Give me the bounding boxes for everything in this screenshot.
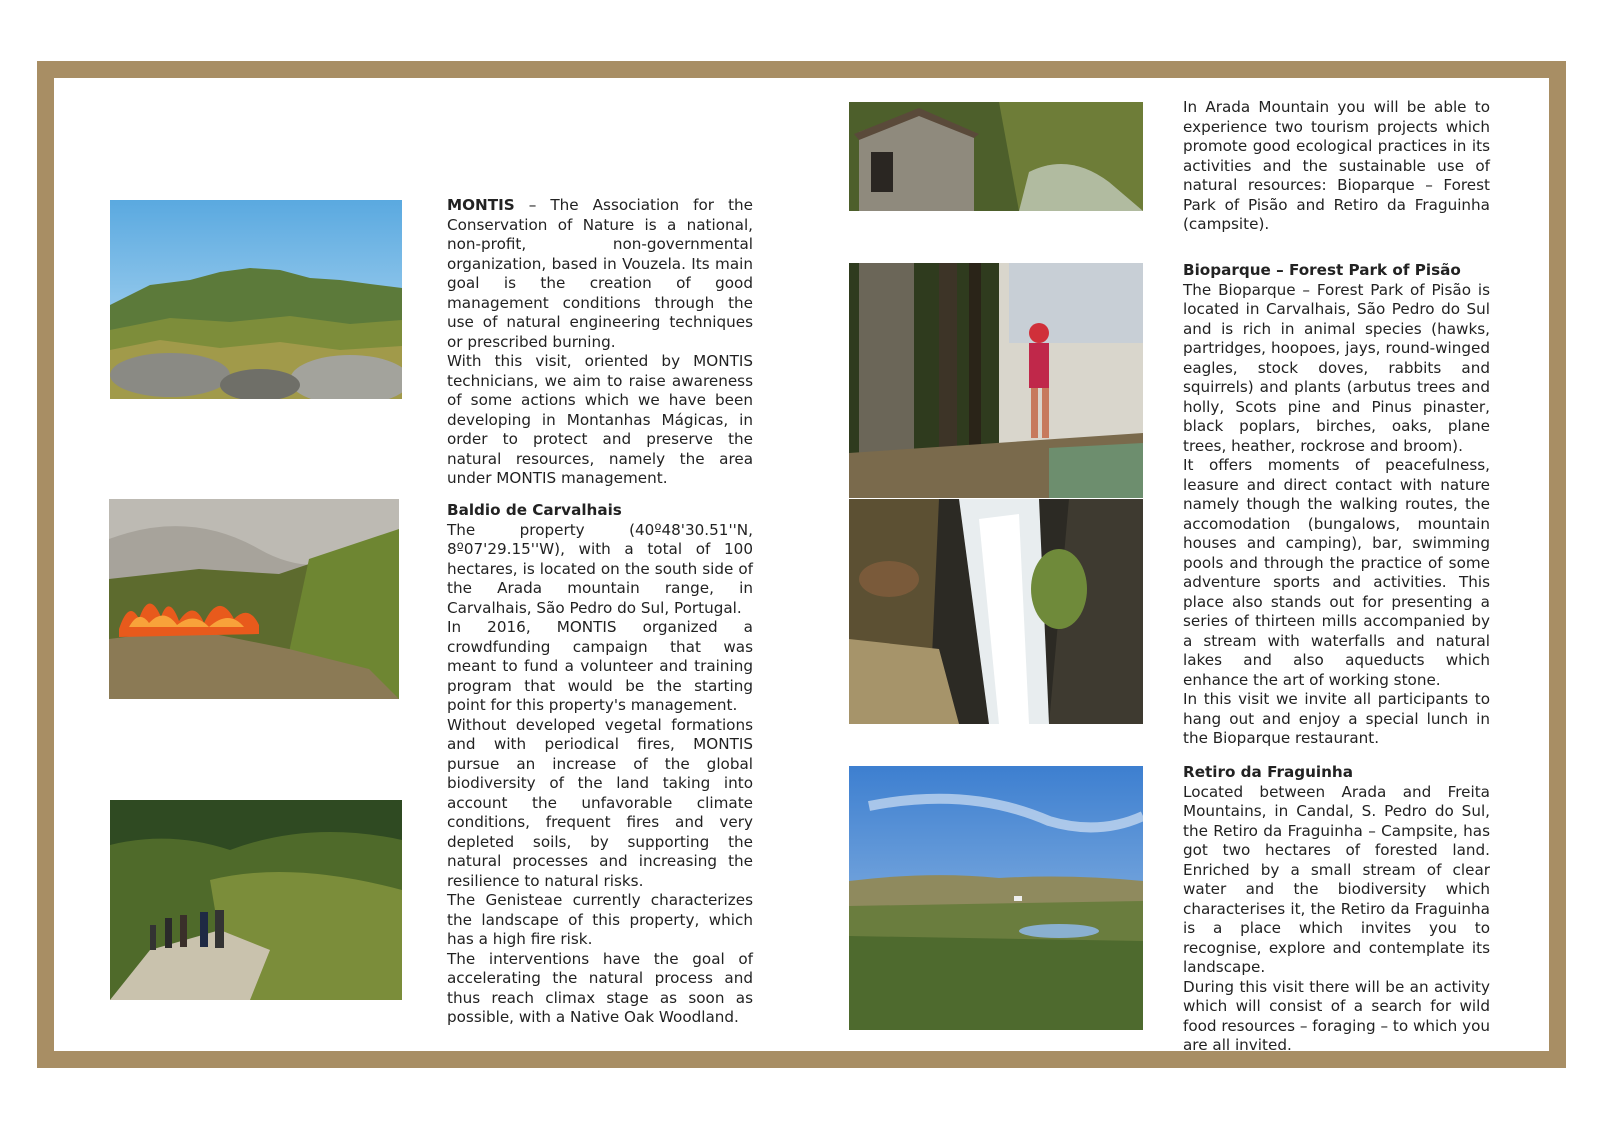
- bioparque-paragraph-3: In this visit we invite all participants to hang out and enjoy a special lunch in the Bioparque restaurant.: [1183, 690, 1490, 747]
- bioparque-paragraph-1: The Bioparque – Forest Park of Pisão is located in Carvalhais, São Pedro do Sul and is rich in animal species (hawks, partridges, hoopoes, jays, round-winged eagles, stock doves, rabbits and squirrels) and plants (arbutus trees and holly, Scots pine and Pinus pinaster, black poplars, birches, oaks, plane trees, heather, rockrose and broom).: [1183, 280, 1490, 455]
- baldio-paragraph-2: In 2016, MONTIS organized a crowdfunding campaign that was meant to fund a volunteer and training program that would be the starting point for this property's management.: [447, 618, 753, 714]
- baldio-paragraph-5: The interventions have the goal of accelerating the natural process and thus reach climax stage as soon as possible, with a Native Oak Woodland.: [447, 949, 753, 1026]
- retiro-section: [1183, 763, 1490, 1056]
- retiro-paragraph-2: During this visit there will be an activity which will consist of a search for wild food resources – foraging – to which you are all invited.: [1183, 977, 1490, 1054]
- baldio-section: [447, 501, 753, 1028]
- montis-lead: MONTIS: [447, 196, 515, 214]
- fire-photo: [109, 499, 399, 699]
- waterfall-photo: [849, 499, 1143, 724]
- arada-section: [1183, 98, 1490, 235]
- baldio-paragraph-4: The Genisteae currently characterizes the landscape of this property, which has a high fire risk.: [447, 891, 753, 948]
- zipline-photo: [849, 263, 1143, 498]
- intro-paragraph-1: – The Association for the Conservation of Nature is a national, non-profit, non-governmental organization, based in Vouzela. Its main goal is the creation of good management conditions through the use of natural engineering techniques or prescribed burning.: [447, 196, 753, 351]
- baldio-paragraph-1: The property (40º48'30.51''N, 8º07'29.15''W), with a total of 100 hectares, is located on the south side of the Arada mountain range, in Carvalhais, São Pedro do Sul, Portugal.: [447, 520, 753, 617]
- retiro-paragraph-1: Located between Arada and Freita Mountains, in Candal, S. Pedro do Sul, the Retiro da Fraguinha – Campsite, has got two hectares of forested land. Enriched by a small stream of clear water and the biodiversity which characterises it, the Retiro da Fraguinha is a place which invites you to recognise, explore and contemplate its landscape.: [1183, 782, 1490, 976]
- baldio-heading: Baldio de Carvalhais: [447, 501, 622, 519]
- arada-paragraph: In Arada Mountain you will be able to experience two tourism projects which promote good ecological practices in its activities and the sustainable use of natural resources: Bioparque – Forest Park of Pisão and Retiro da Fraguinha (campsite).: [1183, 98, 1490, 233]
- hikers-photo: [110, 800, 402, 1000]
- bioparque-heading: Bioparque – Forest Park of Pisão: [1183, 261, 1461, 279]
- bioparque-paragraph-2: It offers moments of peacefulness, leasure and direct contact with nature namely though the walking routes, the accomodation (bungalows, mountain houses and camping), bar, swimming pools and through the practice of some adventure sports and activities. This place also stands out for presenting a series of thirteen mills accompanied by a stream with waterfalls and natural lakes and also aqueducts which enhance the art of working stone.: [1183, 456, 1490, 689]
- retiro-heading: Retiro da Fraguinha: [1183, 763, 1353, 781]
- mountain-photo: [110, 200, 402, 399]
- campsite-photo: [849, 766, 1143, 1030]
- baldio-paragraph-3: Without developed vegetal formations and with periodical fires, MONTIS pursue an increase of the global biodiversity of the land taking into account the unfavorable climate conditions, frequent fires and very depleted soils, by supporting the natural processes and increasing the resilience to natural risks.: [447, 715, 753, 890]
- intro-paragraph-2: With this visit, oriented by MONTIS technicians, we aim to raise awareness of some actions which we have been developing in Montanhas Mágicas, in order to protect and preserve the natural resources, namely the area under MONTIS management.: [447, 352, 753, 487]
- montis-intro: [447, 196, 753, 489]
- bioparque-section: [1183, 261, 1490, 749]
- stone-mill-photo: [849, 102, 1143, 211]
